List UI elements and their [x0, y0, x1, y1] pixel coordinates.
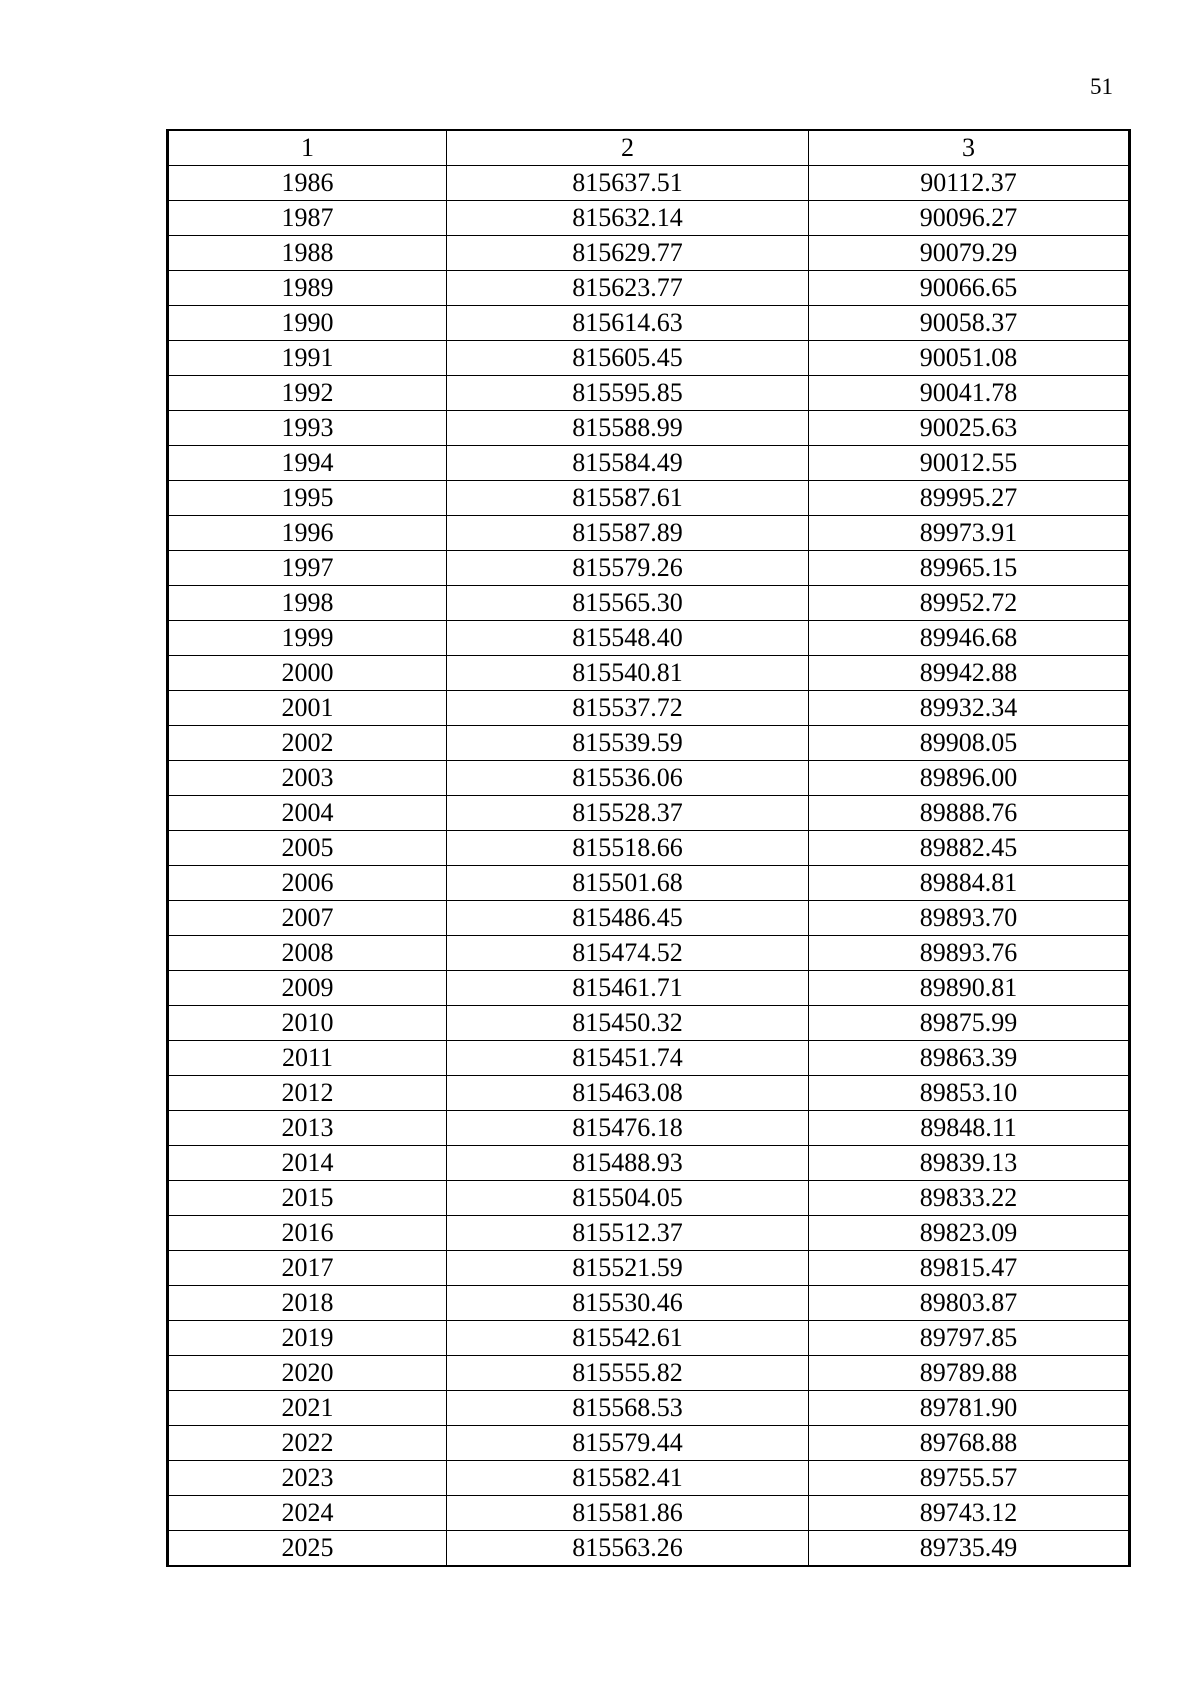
value-2-cell: 815450.32 [447, 1006, 809, 1041]
year-cell: 2025 [168, 1531, 447, 1567]
value-3-cell: 90041.78 [809, 376, 1130, 411]
value-3-cell: 89853.10 [809, 1076, 1130, 1111]
year-cell: 2006 [168, 866, 447, 901]
value-3-cell: 90112.37 [809, 166, 1130, 201]
value-2-cell: 815521.59 [447, 1251, 809, 1286]
value-2-cell: 815605.45 [447, 341, 809, 376]
value-2-cell: 815542.61 [447, 1321, 809, 1356]
year-cell: 2012 [168, 1076, 447, 1111]
table-row [168, 481, 1130, 516]
value-3-cell: 89735.49 [809, 1531, 1130, 1567]
value-3-cell: 89952.72 [809, 586, 1130, 621]
year-cell: 2001 [168, 691, 447, 726]
value-2-cell: 815588.99 [447, 411, 809, 446]
year-cell: 2018 [168, 1286, 447, 1321]
data-table [166, 129, 1131, 1567]
year-cell: 1991 [168, 341, 447, 376]
value-2-cell: 815555.82 [447, 1356, 809, 1391]
value-3-cell: 89789.88 [809, 1356, 1130, 1391]
value-2-cell: 815474.52 [447, 936, 809, 971]
year-cell: 2024 [168, 1496, 447, 1531]
value-2-cell: 815461.71 [447, 971, 809, 1006]
value-2-cell: 815637.51 [447, 166, 809, 201]
value-2-cell: 815548.40 [447, 621, 809, 656]
value-3-cell: 90051.08 [809, 341, 1130, 376]
value-3-cell: 89896.00 [809, 761, 1130, 796]
value-2-cell: 815563.26 [447, 1531, 809, 1567]
year-cell: 1998 [168, 586, 447, 621]
value-3-cell: 89942.88 [809, 656, 1130, 691]
value-2-cell: 815504.05 [447, 1181, 809, 1216]
value-2-cell: 815540.81 [447, 656, 809, 691]
table-body [168, 166, 1130, 1567]
column-header-2: 2 [447, 130, 809, 166]
value-2-cell: 815595.85 [447, 376, 809, 411]
value-3-cell: 89890.81 [809, 971, 1130, 1006]
value-3-cell: 90066.65 [809, 271, 1130, 306]
value-2-cell: 815584.49 [447, 446, 809, 481]
value-3-cell: 90025.63 [809, 411, 1130, 446]
table-row [168, 1006, 1130, 1041]
year-cell: 1987 [168, 201, 447, 236]
value-2-cell: 815632.14 [447, 201, 809, 236]
table-row [168, 1216, 1130, 1251]
value-2-cell: 815463.08 [447, 1076, 809, 1111]
table-row [168, 1496, 1130, 1531]
value-3-cell: 89743.12 [809, 1496, 1130, 1531]
table-row [168, 1531, 1130, 1567]
value-2-cell: 815476.18 [447, 1111, 809, 1146]
value-2-cell: 815536.06 [447, 761, 809, 796]
table-row [168, 516, 1130, 551]
year-cell: 2005 [168, 831, 447, 866]
value-3-cell: 90058.37 [809, 306, 1130, 341]
year-cell: 1993 [168, 411, 447, 446]
table-row [168, 586, 1130, 621]
value-3-cell: 89848.11 [809, 1111, 1130, 1146]
year-cell: 2003 [168, 761, 447, 796]
value-3-cell: 89995.27 [809, 481, 1130, 516]
value-3-cell: 89946.68 [809, 621, 1130, 656]
value-3-cell: 89884.81 [809, 866, 1130, 901]
value-3-cell: 90096.27 [809, 201, 1130, 236]
table-row [168, 306, 1130, 341]
table-row [168, 1111, 1130, 1146]
value-3-cell: 89781.90 [809, 1391, 1130, 1426]
table-row [168, 761, 1130, 796]
value-2-cell: 815451.74 [447, 1041, 809, 1076]
table-row [168, 551, 1130, 586]
value-3-cell: 90012.55 [809, 446, 1130, 481]
year-cell: 1995 [168, 481, 447, 516]
table-row [168, 1251, 1130, 1286]
column-header-3: 3 [809, 130, 1130, 166]
year-cell: 1986 [168, 166, 447, 201]
table-row [168, 1391, 1130, 1426]
value-3-cell: 89908.05 [809, 726, 1130, 761]
value-3-cell: 89823.09 [809, 1216, 1130, 1251]
value-2-cell: 815537.72 [447, 691, 809, 726]
value-2-cell: 815581.86 [447, 1496, 809, 1531]
table-row [168, 831, 1130, 866]
value-3-cell: 89882.45 [809, 831, 1130, 866]
value-3-cell: 89768.88 [809, 1426, 1130, 1461]
table-row [168, 376, 1130, 411]
table-row [168, 936, 1130, 971]
table-row [168, 1356, 1130, 1391]
value-2-cell: 815623.77 [447, 271, 809, 306]
table-row [168, 691, 1130, 726]
table-header [168, 130, 1130, 166]
year-cell: 2000 [168, 656, 447, 691]
value-3-cell: 90079.29 [809, 236, 1130, 271]
value-3-cell: 89888.76 [809, 796, 1130, 831]
table-row [168, 621, 1130, 656]
year-cell: 2014 [168, 1146, 447, 1181]
year-cell: 2015 [168, 1181, 447, 1216]
value-3-cell: 89797.85 [809, 1321, 1130, 1356]
table-row [168, 236, 1130, 271]
value-3-cell: 89932.34 [809, 691, 1130, 726]
table-row [168, 411, 1130, 446]
year-cell: 2002 [168, 726, 447, 761]
table-row [168, 446, 1130, 481]
table-row [168, 971, 1130, 1006]
table-row [168, 1321, 1130, 1356]
page-number: 51 [1090, 74, 1113, 99]
table-row [168, 1041, 1130, 1076]
value-2-cell: 815582.41 [447, 1461, 809, 1496]
value-3-cell: 89803.87 [809, 1286, 1130, 1321]
value-3-cell: 89863.39 [809, 1041, 1130, 1076]
table-row [168, 1181, 1130, 1216]
value-2-cell: 815565.30 [447, 586, 809, 621]
value-2-cell: 815528.37 [447, 796, 809, 831]
year-cell: 2011 [168, 1041, 447, 1076]
table-row [168, 656, 1130, 691]
value-2-cell: 815579.44 [447, 1426, 809, 1461]
table-row [168, 201, 1130, 236]
year-cell: 2021 [168, 1391, 447, 1426]
year-cell: 2004 [168, 796, 447, 831]
value-2-cell: 815587.61 [447, 481, 809, 516]
table-row [168, 271, 1130, 306]
column-header-1: 1 [168, 130, 447, 166]
year-cell: 2013 [168, 1111, 447, 1146]
year-cell: 2007 [168, 901, 447, 936]
year-cell: 2008 [168, 936, 447, 971]
value-3-cell: 89893.70 [809, 901, 1130, 936]
value-3-cell: 89875.99 [809, 1006, 1130, 1041]
year-cell: 1994 [168, 446, 447, 481]
value-3-cell: 89973.91 [809, 516, 1130, 551]
value-3-cell: 89893.76 [809, 936, 1130, 971]
year-cell: 2022 [168, 1426, 447, 1461]
value-2-cell: 815501.68 [447, 866, 809, 901]
table-row [168, 166, 1130, 201]
value-2-cell: 815568.53 [447, 1391, 809, 1426]
year-cell: 1997 [168, 551, 447, 586]
table-row [168, 1286, 1130, 1321]
value-2-cell: 815614.63 [447, 306, 809, 341]
value-2-cell: 815488.93 [447, 1146, 809, 1181]
table-row [168, 796, 1130, 831]
value-2-cell: 815486.45 [447, 901, 809, 936]
year-cell: 1989 [168, 271, 447, 306]
value-2-cell: 815512.37 [447, 1216, 809, 1251]
header-row [168, 130, 1130, 166]
value-3-cell: 89833.22 [809, 1181, 1130, 1216]
year-cell: 2016 [168, 1216, 447, 1251]
table-row [168, 726, 1130, 761]
year-cell: 2019 [168, 1321, 447, 1356]
value-2-cell: 815539.59 [447, 726, 809, 761]
table-row [168, 866, 1130, 901]
value-3-cell: 89965.15 [809, 551, 1130, 586]
year-cell: 2017 [168, 1251, 447, 1286]
year-cell: 2009 [168, 971, 447, 1006]
year-cell: 1990 [168, 306, 447, 341]
table-row [168, 901, 1130, 936]
year-cell: 2020 [168, 1356, 447, 1391]
value-3-cell: 89839.13 [809, 1146, 1130, 1181]
value-2-cell: 815587.89 [447, 516, 809, 551]
value-2-cell: 815530.46 [447, 1286, 809, 1321]
year-cell: 1988 [168, 236, 447, 271]
value-2-cell: 815579.26 [447, 551, 809, 586]
year-cell: 1996 [168, 516, 447, 551]
year-cell: 1992 [168, 376, 447, 411]
table-row [168, 1076, 1130, 1111]
table-row [168, 1426, 1130, 1461]
table-row [168, 1146, 1130, 1181]
value-2-cell: 815518.66 [447, 831, 809, 866]
value-2-cell: 815629.77 [447, 236, 809, 271]
value-3-cell: 89815.47 [809, 1251, 1130, 1286]
value-3-cell: 89755.57 [809, 1461, 1130, 1496]
year-cell: 2023 [168, 1461, 447, 1496]
table-row [168, 1461, 1130, 1496]
year-cell: 1999 [168, 621, 447, 656]
table-row [168, 341, 1130, 376]
year-cell: 2010 [168, 1006, 447, 1041]
